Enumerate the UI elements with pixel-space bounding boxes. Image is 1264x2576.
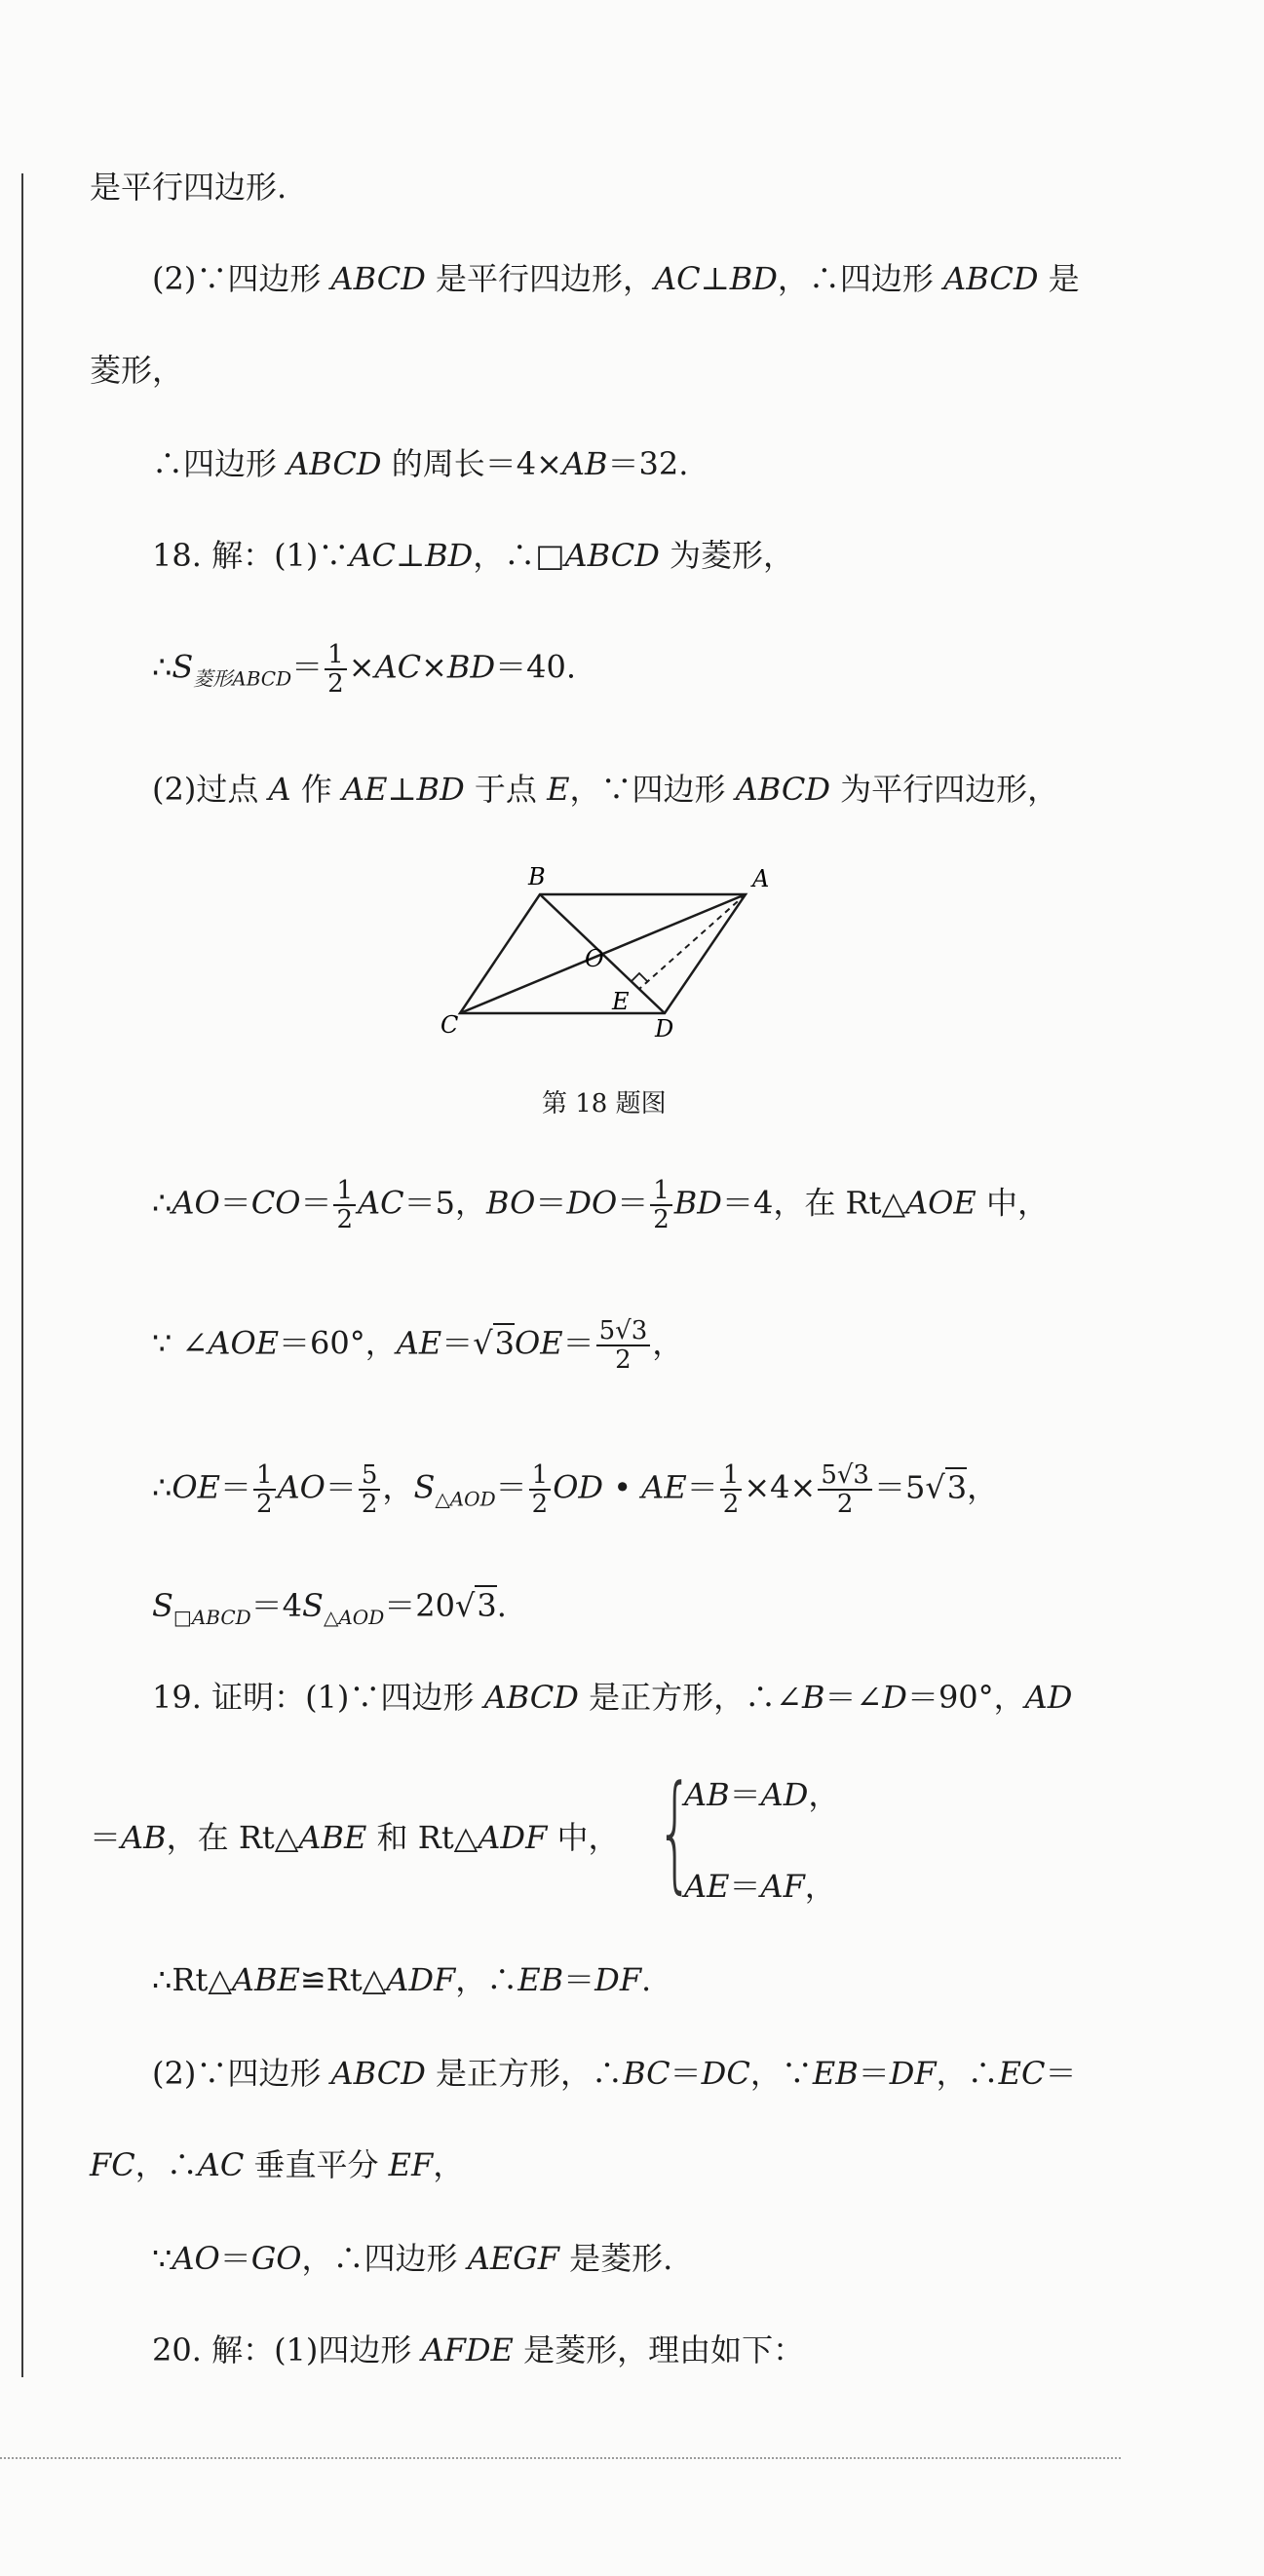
- text-line-1: 是平行四边形.: [90, 169, 287, 206]
- text-line-15: (2)∵四边形 ABCD 是正方形，∴BC＝DC，∵EB＝DF，∴EC＝: [152, 2055, 1077, 2092]
- fraction: $\frac{1}{2}$: [325, 641, 347, 698]
- label-o: O: [585, 945, 604, 972]
- system-equation-1: AB＝AD，: [684, 1776, 840, 1813]
- text-line-16: FC，∴AC 垂直平分 EF，: [90, 2146, 465, 2183]
- fraction: $\frac{5}{2}$: [359, 1461, 381, 1518]
- fraction: $\frac{1}{2}$: [650, 1177, 672, 1233]
- text-line-6: $\therefore S_{菱形ABCD}=$ $\frac{1}{2}$ ×AC×BD＝40.: [152, 640, 576, 699]
- fraction: $\frac{5√3}{2}$: [818, 1461, 872, 1518]
- text-line-11: $S_{□ABCD}=4S_{\triangle AOD}=20√3$.: [152, 1587, 507, 1629]
- bottom-dotted-rule: [0, 2457, 1121, 2459]
- system-equation-2: AE＝AF，: [684, 1868, 836, 1905]
- label-a: A: [752, 865, 770, 892]
- text-line-17: ∵AO＝GO，∴四边形 AEGF 是菱形.: [152, 2240, 673, 2277]
- text-line-7: (2)过点 A 作 AE⊥BD 于点 E，∵四边形 ABCD 为平行四边形，: [152, 771, 1059, 808]
- brace-icon: {: [657, 1758, 694, 1906]
- text-line-3: 菱形，: [90, 352, 184, 389]
- text-line-18: 20. 解：(1)四边形 AFDE 是菱形，理由如下：: [152, 2331, 805, 2368]
- parallelogram-figure: [439, 857, 789, 1052]
- figure-caption: 第 18 题图: [542, 1089, 667, 1118]
- segment-ae: [639, 894, 746, 989]
- label-b: B: [528, 863, 546, 890]
- text-line-10: ∴OE＝ $\frac{1}{2}$ AO＝ $\frac{5}{2}$ ，$S_{\triangle AOD}=$ $\frac{1}{2}$ OD • AE＝ $\frac{1}{2}$ ×4× $\frac{5√3}{2}$ ＝5√3，: [152, 1460, 999, 1519]
- fraction: $\frac{5√3}{2}$: [596, 1317, 651, 1374]
- text-line-13: ＝AB，在 Rt△ABE 和 Rt△ADF 中，: [90, 1819, 620, 1856]
- text-line-8: ∴AO＝CO＝ $\frac{1}{2}$ AC＝5，BO＝DO＝ $\frac{1}{2}$ BD＝4，在 Rt△AOE 中，: [152, 1176, 1049, 1234]
- label-c: C: [440, 1011, 459, 1039]
- label-d: D: [655, 1015, 674, 1042]
- fraction: $\frac{1}{2}$: [529, 1461, 552, 1518]
- margin-line: [21, 173, 23, 2377]
- fraction: $\frac{1}{2}$: [333, 1177, 356, 1233]
- right-angle-mark: [632, 973, 647, 981]
- fraction: $\frac{1}{2}$: [253, 1461, 276, 1518]
- text-line-14: ∴Rt△ABE≌Rt△ADF，∴EB＝DF.: [152, 1961, 652, 1998]
- label-e: E: [612, 988, 630, 1015]
- text-line-5: 18. 解：(1)∵AC⊥BD，∴□ABCD 为菱形，: [152, 537, 795, 574]
- text-line-4: ∴四边形 ABCD 的周长＝4×AB＝32.: [152, 445, 689, 482]
- fraction: $\frac{1}{2}$: [720, 1461, 743, 1518]
- text-line-9: ∵ ∠AOE＝60°，AE＝√3OE＝ $\frac{5√3}{2}$ ，: [152, 1316, 684, 1375]
- text-line-2: (2)∵四边形 ABCD 是平行四边形，AC⊥BD，∴四边形 ABCD 是: [152, 260, 1080, 297]
- text-line-12: 19. 证明：(1)∵四边形 ABCD 是正方形，∴∠B＝∠D＝90°，AD: [152, 1679, 1073, 1716]
